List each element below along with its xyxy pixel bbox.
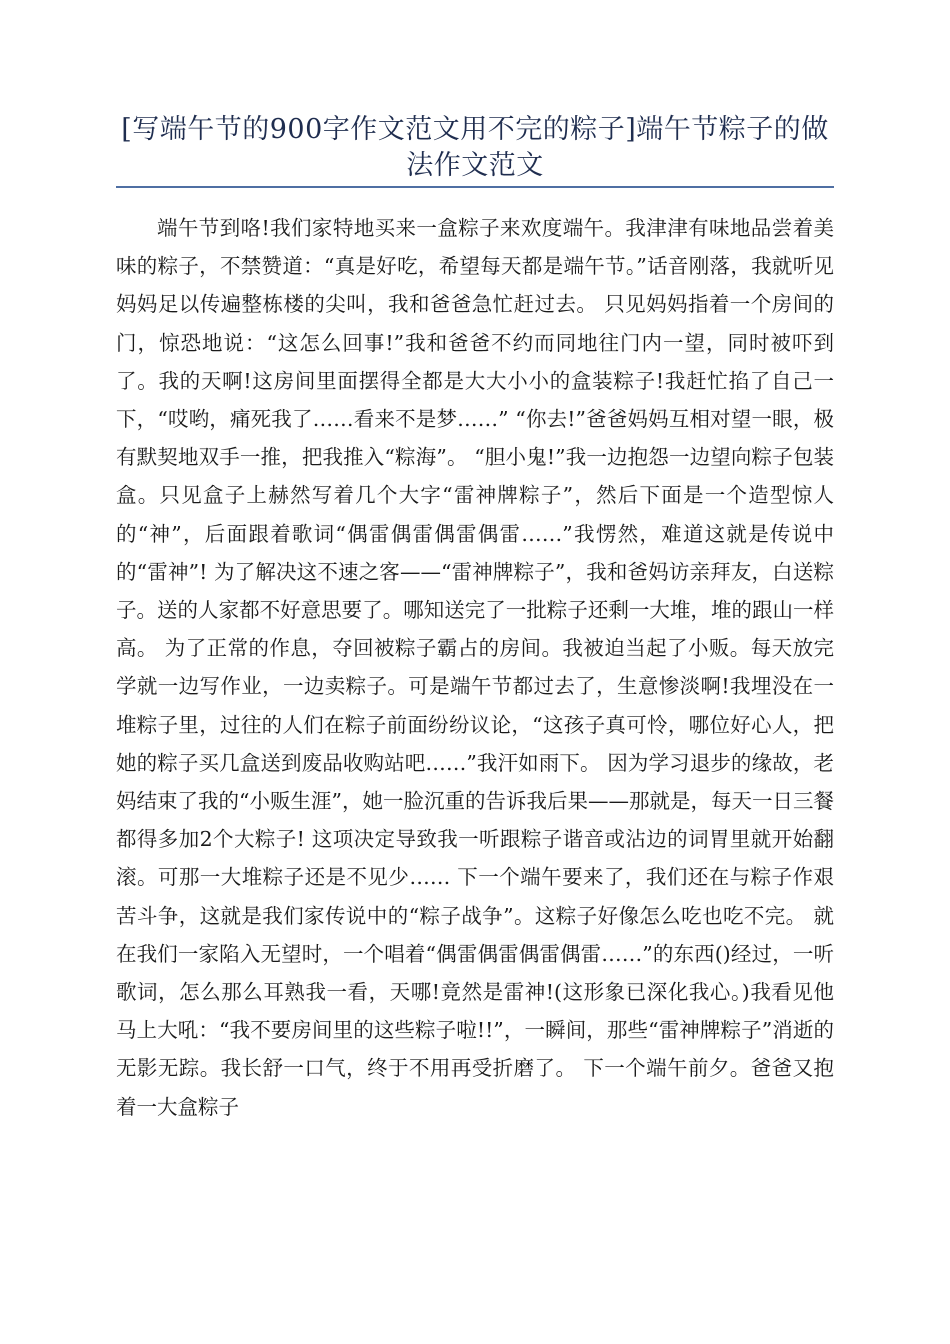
body-paragraph: 端午节到咯!我们家特地买来一盒粽子来欢度端午。我津津有味地品尝着美味的粽子，不禁赞道：“真是好吃，希望每天都是端午节。”话音刚落，我就听见妈妈足以传遍整栋楼的尖叫，我和爸爸急忙赶过去。 只见妈妈指着一个房间的门，惊恐地说：“这怎么回事!”我和爸爸不约而同地往门内一望，同时被吓到了。我的天啊!这房间里面摆得全都是大大小小的盒装粽子!我赶忙掐了自己一下，“哎哟，痛死我了……看来不是梦……” “你去!”爸爸妈妈互相对望一眼，极有默契地双手一推，把我推入“粽海”。 “胆小鬼!”我一边抱怨一边望向粽子包装盒。只见盒子上赫然写着几个大字“雷神牌粽子”，然后下面是一个造型惊人的“神”，后面跟着歌词“偶雷偶雷偶雷偶雷……”我愣然，难道这就是传说中的“雷神”! 为了解决这不速之客——“雷神牌粽子”，我和爸妈访亲拜友，白送粽子。送的人家都不好意思要了。哪知送完了一批粽子还剩一大堆，堆的跟山一样高。 为了正常的作息，夺回被粽子霸占的房间。我被迫当起了小贩。每天放完学就一边写作业，一边卖粽子。可是端午节都过去了，生意惨淡啊!我埋没在一堆粽子里，过往的人们在粽子前面纷纷议论，“这孩子真可怜，哪位好心人，把她的粽子买几盒送到废品收购站吧……”我汗如雨下。 因为学习退步的缘故，老妈结束了我的“小贩生涯”，她一脸沉重的告诉我后果——那就是，每天一日三餐都得多加2个大粽子! 这项决定导致我一听跟粽子谐音或沾边的词胃里就开始翻滚。可那一大堆粽子还是不见少…… 下一个端午要来了，我们还在与粽子作艰苦斗争，这就是我们家传说中的“粽子战争”。这粽子好像怎么吃也吃不完。 就在我们一家陷入无望时，一个唱着“偶雷偶雷偶雷偶雷……”的东西()经过，一听歌词，怎么那么耳熟我一看，天哪!竟然是雷神!(这形象已深化我心。)我看见他马上大吼：“我不要房间里的这些粽子啦!!”，一瞬间，那些“雷神牌粽子”消逝的无影无踪。我长舒一口气，终于不用再受折磨了。 下一个端午前夕。爸爸又抱着一大盒粽子 [116,216,834,1119]
page-title: [写端午节的900字作文范文用不完的粽子]端午节粽子的做法作文范文 [121,114,829,181]
title-divider [116,186,834,188]
title-block [116,112,834,184]
